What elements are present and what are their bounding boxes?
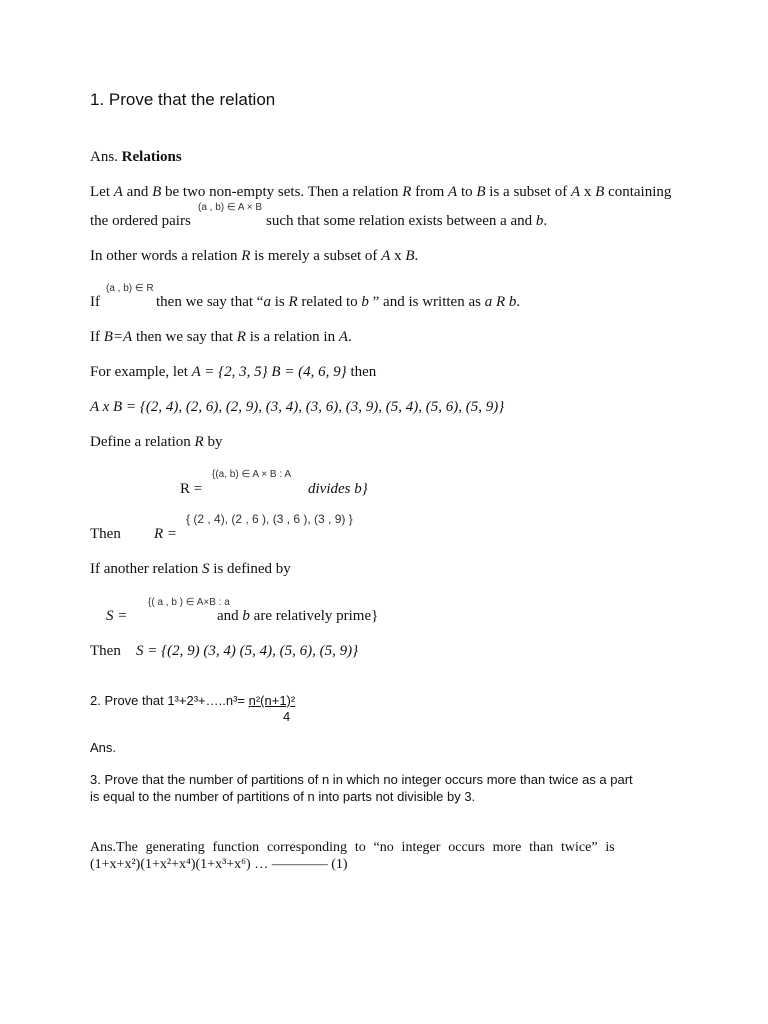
r-elements-formula: { (2 , 4), (2 , 6 ), (3 , 6 ), (3 , 9) } bbox=[186, 512, 353, 526]
r-definition-formula: {(a, b) ∈ A × B : A bbox=[212, 469, 292, 480]
text: such that some relation exists between a and bbox=[266, 213, 536, 229]
answer-2-label: Ans. bbox=[90, 740, 117, 755]
relation-definition-line-1 bbox=[90, 184, 671, 201]
var-r: R bbox=[241, 248, 251, 264]
text: containing bbox=[604, 184, 672, 200]
text: x bbox=[390, 248, 406, 264]
answer-3-line-2: (1+x+x²)(1+x²+x⁴)(1+x³+x⁶) … ———— (1) bbox=[90, 857, 348, 872]
text: For example, let bbox=[90, 364, 192, 380]
s-definition-lhs: S = bbox=[106, 608, 128, 624]
var-a: a bbox=[263, 294, 271, 310]
text: Define a relation bbox=[90, 434, 195, 450]
relation-definition-line-2a: the ordered pairs bbox=[90, 213, 191, 229]
text: is a subset of bbox=[485, 184, 571, 200]
s-elements: S = {(2, 9) (3, 4) (5, 4), (5, 6), (5, 9)} bbox=[136, 643, 359, 659]
text: by bbox=[203, 434, 223, 450]
ans-prefix: Ans. bbox=[90, 149, 118, 165]
text: If bbox=[90, 329, 104, 345]
question-2-title bbox=[90, 693, 295, 708]
answer-3-line-1: Ans.The generating function corresponding to “no integer occurs more than twice” is bbox=[90, 840, 615, 855]
answer-1-heading bbox=[90, 149, 182, 166]
text: If another relation bbox=[90, 561, 203, 577]
membership-formula: (a , b) ∈ R bbox=[106, 283, 154, 294]
example-sets bbox=[90, 364, 376, 381]
related-to-statement bbox=[156, 294, 520, 311]
text: then we say that bbox=[132, 329, 237, 345]
text: is bbox=[270, 294, 289, 310]
s-definition-rhs bbox=[217, 608, 378, 625]
then-label: Then bbox=[90, 526, 121, 542]
text: . bbox=[516, 294, 521, 310]
var-a: A bbox=[570, 184, 581, 200]
subset-statement bbox=[90, 248, 418, 265]
text: be two non-empty sets. Then a relation bbox=[161, 184, 403, 200]
question-1-title: 1. Prove that the relation bbox=[90, 90, 276, 109]
text: from bbox=[411, 184, 449, 200]
r-definition-lhs: R = bbox=[180, 481, 203, 497]
r-definition-rhs: divides b} bbox=[308, 481, 368, 497]
var-b: B bbox=[152, 184, 162, 200]
var-a: A bbox=[338, 329, 349, 345]
s-definition-formula: {( a , b ) ∈ A×B : a bbox=[148, 597, 230, 608]
var-s: S bbox=[202, 561, 210, 577]
var-b: b bbox=[535, 213, 544, 229]
var-b: B bbox=[476, 184, 486, 200]
text: In other words a relation bbox=[90, 248, 242, 264]
var-a: A bbox=[381, 248, 391, 264]
relation-in-a-statement bbox=[90, 329, 352, 346]
var-a: A bbox=[113, 184, 123, 200]
text: is merely a subset of bbox=[250, 248, 382, 264]
fraction-numerator: n²(n+1)² bbox=[248, 693, 296, 708]
var-r: R bbox=[288, 294, 298, 310]
ordered-pair-formula: (a , b) ∈ A × B bbox=[198, 202, 263, 213]
text: ” and is written as bbox=[368, 294, 485, 310]
text: . bbox=[414, 248, 419, 264]
var-r: R bbox=[194, 434, 204, 450]
var-b: B bbox=[595, 184, 605, 200]
cartesian-product: A x B = {(2, 4), (2, 6), (2, 9), (3, 4), (3, 6), (3, 9), (5, 4), (5, 6), (5, 9)} bbox=[90, 399, 505, 415]
text: Let bbox=[90, 184, 114, 200]
s-then-label: Then bbox=[90, 643, 121, 659]
fraction-denominator: 4 bbox=[283, 709, 291, 724]
var-a: A bbox=[448, 184, 458, 200]
if-label: If bbox=[90, 294, 100, 310]
text: then bbox=[346, 364, 377, 380]
a-r-b: a R b bbox=[484, 294, 517, 310]
b-equals-a: B=A bbox=[103, 329, 133, 345]
var-b: b bbox=[242, 608, 250, 624]
text: . bbox=[348, 329, 352, 345]
text: is a relation in bbox=[245, 329, 339, 345]
question-3-line-1: 3. Prove that the number of partitions of n in which no integer occurs more than twice as a part bbox=[90, 772, 633, 787]
text: then we say that “ bbox=[156, 294, 264, 310]
var-r: R bbox=[236, 329, 246, 345]
text: . bbox=[543, 213, 548, 229]
relations-heading: Relations bbox=[121, 149, 182, 165]
text: are relatively prime} bbox=[249, 608, 379, 624]
text: to bbox=[457, 184, 477, 200]
define-relation-r bbox=[90, 434, 222, 451]
text: 2. Prove that 1³+2³+…..n³= bbox=[90, 693, 249, 708]
text: x bbox=[580, 184, 596, 200]
set-definition: A = {2, 3, 5} B = (4, 6, 9} bbox=[191, 364, 347, 380]
text: related to bbox=[297, 294, 362, 310]
var-b: b bbox=[361, 294, 369, 310]
question-3-line-2: is equal to the number of partitions of n into parts not divisible by 3. bbox=[90, 789, 476, 804]
text: and bbox=[217, 608, 243, 624]
text: is defined by bbox=[209, 561, 291, 577]
text: and bbox=[122, 184, 153, 200]
r-equals: R = bbox=[154, 526, 178, 542]
relation-definition-line-2b bbox=[266, 213, 547, 230]
var-r: R bbox=[402, 184, 412, 200]
var-b: B bbox=[405, 248, 415, 264]
then-r-equals bbox=[154, 526, 177, 543]
define-relation-s bbox=[90, 561, 291, 578]
